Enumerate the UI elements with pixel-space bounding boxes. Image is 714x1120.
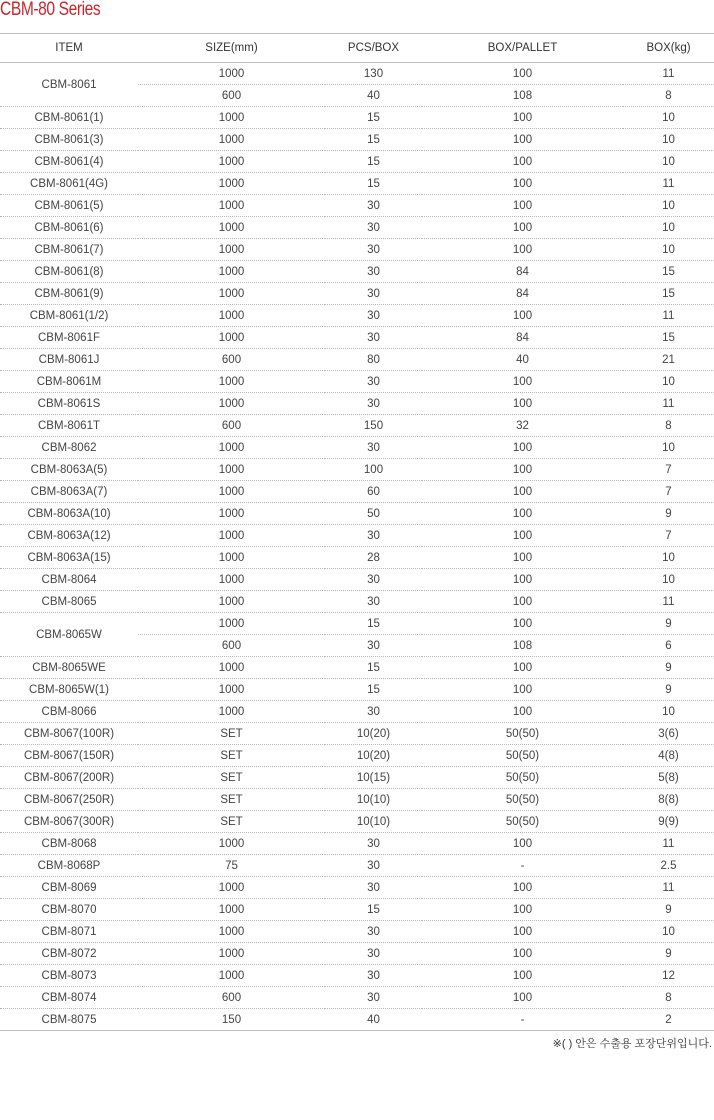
cell-item: CBM-8067(100R): [0, 723, 138, 745]
cell-size: 1000: [138, 283, 325, 305]
cell-size: SET: [138, 723, 325, 745]
cell-box-kg: 9: [623, 943, 714, 965]
cell-box-pallet: 100: [422, 151, 623, 173]
table-row: [0, 657, 714, 679]
cell-item: CBM-8061(4G): [0, 173, 138, 195]
cell-item: CBM-8063A(7): [0, 481, 138, 503]
cell-box-kg: 10: [623, 151, 714, 173]
cell-pcs-box: 15: [325, 151, 422, 173]
header-box-kg: BOX(kg): [623, 34, 714, 63]
cell-pcs-box: 10(10): [325, 789, 422, 811]
cell-item: CBM-8061T: [0, 415, 138, 437]
cell-item: CBM-8065WE: [0, 657, 138, 679]
cell-box-kg: 10: [623, 195, 714, 217]
cell-size: 600: [138, 635, 325, 657]
table-row: [0, 987, 714, 1009]
table-row: [0, 305, 714, 327]
cell-pcs-box: 130: [325, 63, 422, 85]
table-row: [0, 173, 714, 195]
table-row: [0, 195, 714, 217]
cell-pcs-box: 15: [325, 899, 422, 921]
cell-pcs-box: 30: [325, 833, 422, 855]
cell-box-kg: 9: [623, 657, 714, 679]
cell-box-kg: 11: [623, 393, 714, 415]
cell-pcs-box: 100: [325, 459, 422, 481]
cell-size: 1000: [138, 701, 325, 723]
cell-size: 150: [138, 1009, 325, 1031]
cell-item: CBM-8061: [0, 63, 138, 107]
cell-pcs-box: 15: [325, 129, 422, 151]
cell-item: CBM-8067(200R): [0, 767, 138, 789]
cell-size: 1000: [138, 151, 325, 173]
cell-size: 1000: [138, 107, 325, 129]
table-row: [0, 459, 714, 481]
cell-item: CBM-8061(7): [0, 239, 138, 261]
table-row: [0, 63, 714, 85]
table-row: [0, 811, 714, 833]
cell-box-pallet: 100: [422, 547, 623, 569]
cell-size: 1000: [138, 371, 325, 393]
cell-item: CBM-8070: [0, 899, 138, 921]
cell-pcs-box: 80: [325, 349, 422, 371]
cell-size: 1000: [138, 613, 325, 635]
cell-box-pallet: -: [422, 1009, 623, 1031]
cell-size: 1000: [138, 591, 325, 613]
cell-size: 1000: [138, 239, 325, 261]
cell-size: 1000: [138, 261, 325, 283]
cell-box-pallet: 100: [422, 217, 623, 239]
cell-size: 1000: [138, 877, 325, 899]
cell-box-kg: 4(8): [623, 745, 714, 767]
cell-size: 1000: [138, 437, 325, 459]
table-row: [0, 899, 714, 921]
table-row: [0, 855, 714, 877]
table-row: [0, 481, 714, 503]
cell-size: 1000: [138, 503, 325, 525]
table-row: [0, 437, 714, 459]
cell-item: CBM-8068P: [0, 855, 138, 877]
cell-box-kg: 11: [623, 63, 714, 85]
cell-box-pallet: 108: [422, 635, 623, 657]
cell-box-pallet: 100: [422, 965, 623, 987]
table-header-row: [0, 34, 714, 63]
cell-size: 1000: [138, 569, 325, 591]
cell-pcs-box: 30: [325, 591, 422, 613]
header-box-pallet: BOX/PALLET: [422, 34, 623, 63]
cell-box-kg: 9(9): [623, 811, 714, 833]
cell-size: 1000: [138, 965, 325, 987]
cell-item: CBM-8061M: [0, 371, 138, 393]
header-item: ITEM: [0, 34, 138, 63]
cell-box-kg: 9: [623, 679, 714, 701]
cell-box-pallet: 100: [422, 657, 623, 679]
cell-pcs-box: 30: [325, 217, 422, 239]
page-title: CBM-80 Series: [0, 0, 101, 20]
table-body: [0, 63, 714, 1031]
cell-pcs-box: 30: [325, 921, 422, 943]
cell-box-kg: 2.5: [623, 855, 714, 877]
cell-size: 1000: [138, 305, 325, 327]
cell-box-kg: 8: [623, 85, 714, 107]
cell-pcs-box: 15: [325, 657, 422, 679]
table-row: [0, 1009, 714, 1031]
cell-item: CBM-8061F: [0, 327, 138, 349]
table-row: [0, 261, 714, 283]
cell-box-pallet: 84: [422, 327, 623, 349]
table-row: [0, 547, 714, 569]
cell-box-kg: 9: [623, 613, 714, 635]
cell-pcs-box: 30: [325, 327, 422, 349]
cell-box-pallet: -: [422, 855, 623, 877]
cell-box-pallet: 100: [422, 107, 623, 129]
cell-size: 1000: [138, 921, 325, 943]
cell-box-kg: 15: [623, 261, 714, 283]
cell-box-pallet: 108: [422, 85, 623, 107]
header-size: SIZE(mm): [138, 34, 325, 63]
cell-item: CBM-8061(8): [0, 261, 138, 283]
cell-size: 600: [138, 987, 325, 1009]
cell-size: 1000: [138, 217, 325, 239]
cell-box-pallet: 100: [422, 613, 623, 635]
cell-box-kg: 10: [623, 371, 714, 393]
cell-item: CBM-8073: [0, 965, 138, 987]
cell-box-kg: 11: [623, 877, 714, 899]
cell-item: CBM-8063A(5): [0, 459, 138, 481]
cell-size: 1000: [138, 327, 325, 349]
cell-box-kg: 21: [623, 349, 714, 371]
cell-item: CBM-8061(1/2): [0, 305, 138, 327]
cell-pcs-box: 30: [325, 283, 422, 305]
cell-item: CBM-8071: [0, 921, 138, 943]
table-row: [0, 349, 714, 371]
cell-pcs-box: 30: [325, 371, 422, 393]
cell-size: SET: [138, 811, 325, 833]
cell-pcs-box: 15: [325, 173, 422, 195]
cell-pcs-box: 40: [325, 1009, 422, 1031]
cell-item: CBM-8067(150R): [0, 745, 138, 767]
cell-box-pallet: 84: [422, 261, 623, 283]
cell-item: CBM-8065: [0, 591, 138, 613]
cell-pcs-box: 30: [325, 943, 422, 965]
cell-pcs-box: 30: [325, 393, 422, 415]
cell-box-kg: 11: [623, 833, 714, 855]
cell-box-kg: 7: [623, 481, 714, 503]
cell-box-kg: 10: [623, 701, 714, 723]
cell-box-kg: 8(8): [623, 789, 714, 811]
cell-box-pallet: 50(50): [422, 789, 623, 811]
cell-box-pallet: 100: [422, 393, 623, 415]
cell-box-pallet: 100: [422, 63, 623, 85]
table-row: [0, 679, 714, 701]
cell-box-kg: 8: [623, 987, 714, 1009]
cell-item: CBM-8063A(10): [0, 503, 138, 525]
cell-item: CBM-8061(9): [0, 283, 138, 305]
cell-box-kg: 11: [623, 591, 714, 613]
table-row: [0, 239, 714, 261]
table-row: [0, 723, 714, 745]
cell-pcs-box: 30: [325, 195, 422, 217]
table-row: [0, 613, 714, 635]
cell-item: CBM-8063A(15): [0, 547, 138, 569]
cell-box-kg: 15: [623, 283, 714, 305]
table-row: [0, 701, 714, 723]
cell-size: 1000: [138, 129, 325, 151]
footnote: ※( ) 안은 수출용 포장단위입니다.: [552, 1038, 712, 1050]
cell-item: CBM-8064: [0, 569, 138, 591]
cell-box-pallet: 100: [422, 591, 623, 613]
cell-size: 600: [138, 85, 325, 107]
cell-item: CBM-8075: [0, 1009, 138, 1031]
cell-item: CBM-8067(300R): [0, 811, 138, 833]
cell-pcs-box: 150: [325, 415, 422, 437]
cell-item: CBM-8061(3): [0, 129, 138, 151]
cell-size: 1000: [138, 525, 325, 547]
cell-pcs-box: 10(20): [325, 745, 422, 767]
cell-pcs-box: 30: [325, 261, 422, 283]
cell-size: SET: [138, 767, 325, 789]
cell-pcs-box: 30: [325, 569, 422, 591]
cell-item: CBM-8063A(12): [0, 525, 138, 547]
cell-box-pallet: 40: [422, 349, 623, 371]
cell-box-pallet: 100: [422, 173, 623, 195]
cell-size: 1000: [138, 173, 325, 195]
cell-box-pallet: 100: [422, 239, 623, 261]
cell-box-pallet: 50(50): [422, 767, 623, 789]
cell-item: CBM-8067(250R): [0, 789, 138, 811]
cell-box-pallet: 100: [422, 833, 623, 855]
cell-size: 1000: [138, 679, 325, 701]
cell-item: CBM-8061(6): [0, 217, 138, 239]
cell-box-pallet: 100: [422, 371, 623, 393]
cell-pcs-box: 30: [325, 855, 422, 877]
cell-item: CBM-8061(5): [0, 195, 138, 217]
cell-size: 1000: [138, 833, 325, 855]
cell-pcs-box: 30: [325, 635, 422, 657]
cell-size: 1000: [138, 459, 325, 481]
cell-pcs-box: 30: [325, 987, 422, 1009]
cell-box-kg: 10: [623, 569, 714, 591]
cell-box-kg: 10: [623, 437, 714, 459]
cell-box-kg: 5(8): [623, 767, 714, 789]
cell-item: CBM-8065W(1): [0, 679, 138, 701]
cell-box-kg: 8: [623, 415, 714, 437]
cell-size: 600: [138, 415, 325, 437]
table-row: [0, 921, 714, 943]
cell-pcs-box: 28: [325, 547, 422, 569]
cell-box-pallet: 100: [422, 877, 623, 899]
cell-box-pallet: 50(50): [422, 723, 623, 745]
table-row: [0, 107, 714, 129]
cell-box-pallet: 100: [422, 921, 623, 943]
cell-item: CBM-8066: [0, 701, 138, 723]
cell-size: 1000: [138, 943, 325, 965]
cell-item: CBM-8061J: [0, 349, 138, 371]
cell-box-pallet: 100: [422, 305, 623, 327]
cell-box-kg: 10: [623, 217, 714, 239]
cell-pcs-box: 30: [325, 701, 422, 723]
cell-pcs-box: 30: [325, 965, 422, 987]
cell-box-kg: 10: [623, 239, 714, 261]
cell-pcs-box: 10(20): [325, 723, 422, 745]
cell-size: 600: [138, 349, 325, 371]
cell-box-pallet: 100: [422, 459, 623, 481]
cell-item: CBM-8072: [0, 943, 138, 965]
table-row: [0, 745, 714, 767]
cell-size: 1000: [138, 547, 325, 569]
cell-size: SET: [138, 789, 325, 811]
table-row: [0, 371, 714, 393]
cell-item: CBM-8062: [0, 437, 138, 459]
cell-box-kg: 9: [623, 503, 714, 525]
header-pcs-box: PCS/BOX: [325, 34, 422, 63]
table-row: [0, 283, 714, 305]
cell-pcs-box: 40: [325, 85, 422, 107]
cell-pcs-box: 30: [325, 525, 422, 547]
cell-pcs-box: 50: [325, 503, 422, 525]
table-row: [0, 833, 714, 855]
cell-box-pallet: 100: [422, 679, 623, 701]
cell-box-kg: 10: [623, 547, 714, 569]
cell-size: 1000: [138, 393, 325, 415]
cell-box-pallet: 100: [422, 525, 623, 547]
cell-size: 1000: [138, 63, 325, 85]
cell-pcs-box: 15: [325, 613, 422, 635]
cell-pcs-box: 10(15): [325, 767, 422, 789]
table-row: [0, 393, 714, 415]
cell-size: 1000: [138, 195, 325, 217]
table-row: [0, 767, 714, 789]
table-row: [0, 415, 714, 437]
cell-box-pallet: 100: [422, 481, 623, 503]
table-row: [0, 877, 714, 899]
table-row: [0, 327, 714, 349]
cell-box-pallet: 84: [422, 283, 623, 305]
cell-box-kg: 10: [623, 921, 714, 943]
cell-box-kg: 10: [623, 129, 714, 151]
cell-size: SET: [138, 745, 325, 767]
cell-item: CBM-8061(1): [0, 107, 138, 129]
cell-box-pallet: 100: [422, 899, 623, 921]
cell-pcs-box: 15: [325, 107, 422, 129]
cell-pcs-box: 30: [325, 877, 422, 899]
spec-table: [0, 33, 714, 1031]
cell-pcs-box: 60: [325, 481, 422, 503]
cell-item: CBM-8061S: [0, 393, 138, 415]
table-row: [0, 151, 714, 173]
cell-size: 1000: [138, 899, 325, 921]
cell-box-pallet: 100: [422, 701, 623, 723]
cell-size: 1000: [138, 657, 325, 679]
cell-box-pallet: 32: [422, 415, 623, 437]
table-row: [0, 789, 714, 811]
table-row: [0, 503, 714, 525]
cell-box-pallet: 100: [422, 195, 623, 217]
table-row: [0, 525, 714, 547]
cell-item: CBM-8061(4): [0, 151, 138, 173]
table-row: [0, 591, 714, 613]
cell-pcs-box: 30: [325, 239, 422, 261]
table-row: [0, 965, 714, 987]
cell-box-kg: 6: [623, 635, 714, 657]
table-row: [0, 569, 714, 591]
cell-box-kg: 7: [623, 459, 714, 481]
cell-box-kg: 2: [623, 1009, 714, 1031]
cell-box-pallet: 50(50): [422, 745, 623, 767]
table-row: [0, 943, 714, 965]
cell-size: 75: [138, 855, 325, 877]
cell-box-kg: 12: [623, 965, 714, 987]
cell-box-kg: 15: [623, 327, 714, 349]
cell-pcs-box: 15: [325, 679, 422, 701]
cell-box-pallet: 100: [422, 569, 623, 591]
table-row: [0, 129, 714, 151]
cell-box-pallet: 50(50): [422, 811, 623, 833]
cell-box-pallet: 100: [422, 437, 623, 459]
table-row: [0, 217, 714, 239]
cell-item: CBM-8074: [0, 987, 138, 1009]
cell-item: CBM-8065W: [0, 613, 138, 657]
cell-box-pallet: 100: [422, 987, 623, 1009]
cell-pcs-box: 30: [325, 437, 422, 459]
cell-size: 1000: [138, 481, 325, 503]
cell-box-pallet: 100: [422, 129, 623, 151]
cell-box-kg: 11: [623, 173, 714, 195]
cell-box-kg: 9: [623, 899, 714, 921]
cell-box-pallet: 100: [422, 943, 623, 965]
cell-pcs-box: 10(10): [325, 811, 422, 833]
cell-pcs-box: 30: [325, 305, 422, 327]
cell-box-kg: 3(6): [623, 723, 714, 745]
cell-box-kg: 10: [623, 107, 714, 129]
cell-box-kg: 11: [623, 305, 714, 327]
cell-box-pallet: 100: [422, 503, 623, 525]
cell-item: CBM-8068: [0, 833, 138, 855]
cell-box-kg: 7: [623, 525, 714, 547]
cell-item: CBM-8069: [0, 877, 138, 899]
